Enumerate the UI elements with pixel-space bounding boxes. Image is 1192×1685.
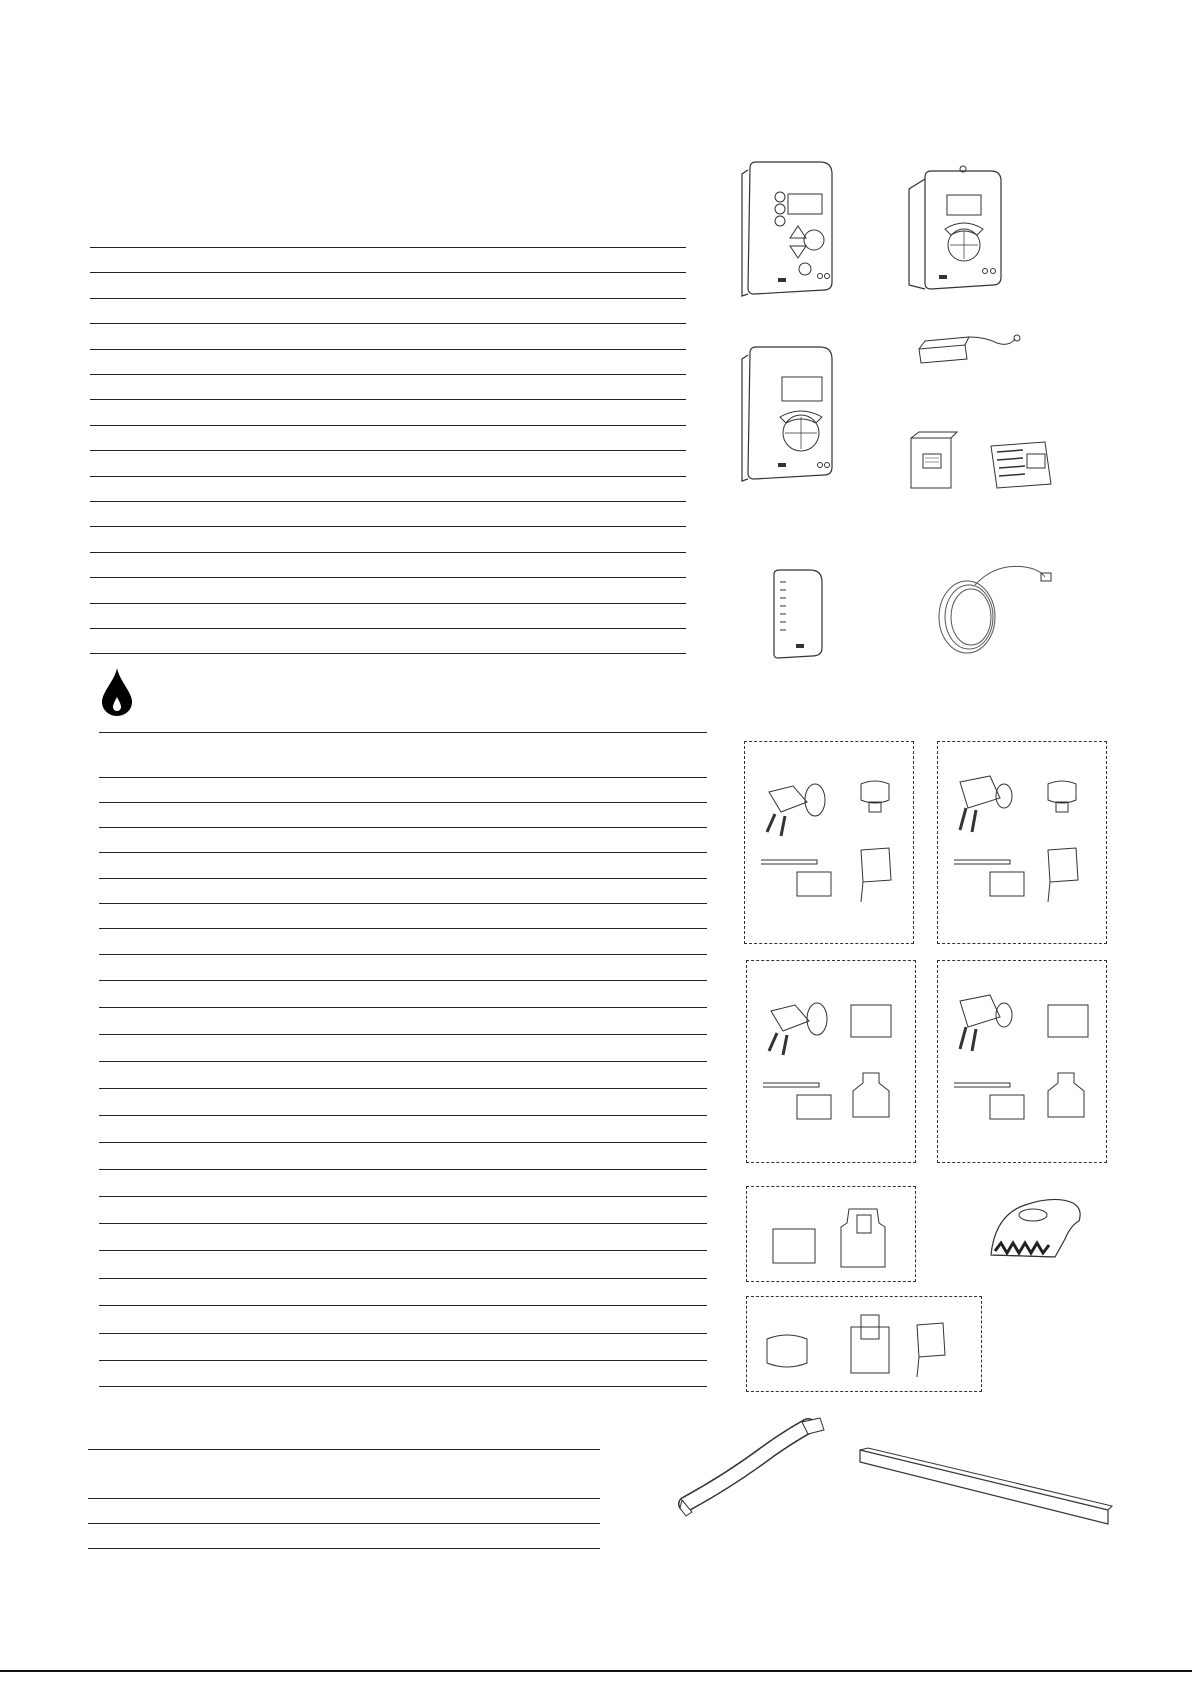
table-row-rule [99, 1305, 707, 1306]
table-row-rule [90, 323, 686, 324]
table-row-rule [99, 852, 707, 853]
table-row-rule [90, 247, 686, 248]
cable-coil [935, 555, 1055, 657]
valve-kit-4 [937, 960, 1107, 1163]
table-row-rule [90, 501, 686, 502]
flexible-hose [680, 1420, 840, 1518]
table-row-rule [99, 802, 707, 803]
table-row-rule [88, 1523, 600, 1524]
table-row-rule [90, 272, 686, 273]
table-row-rule [99, 1142, 707, 1143]
table-row-rule [90, 425, 686, 426]
rj-connector-pair [905, 432, 1075, 494]
table-row-rule [99, 1007, 707, 1008]
table-row-rule [99, 732, 707, 733]
controller-with-buttons [740, 160, 840, 300]
table-row-rule [90, 476, 686, 477]
table-row-rule [99, 1115, 707, 1116]
page-bottom-rule [0, 1670, 1192, 1672]
table-row-rule [99, 1034, 707, 1035]
water-drop-icon [102, 668, 132, 721]
table-row-rule [99, 1196, 707, 1197]
table-row-rule [90, 349, 686, 350]
table-row-rule [90, 298, 686, 299]
table-row-rule [99, 777, 707, 778]
table-row-rule [88, 1498, 600, 1499]
table-row-rule [90, 374, 686, 375]
controller-with-dial-wall-box [905, 165, 1015, 295]
table-row-rule [99, 1278, 707, 1279]
actuator-cap [985, 1195, 1085, 1267]
mounting-rail [858, 1448, 1112, 1530]
table-row-rule [99, 1333, 707, 1334]
temperature-sensor [915, 335, 1025, 375]
table-row-rule [99, 980, 707, 981]
sensor-housing [768, 568, 828, 660]
actuator-kit-wide [746, 1296, 982, 1392]
table-row-rule [99, 1250, 707, 1251]
valve-kit-1 [744, 741, 914, 944]
table-row-rule [99, 1360, 707, 1361]
table-row-rule [99, 1088, 707, 1089]
table-row-rule [99, 954, 707, 955]
table-row-rule [90, 552, 686, 553]
table-row-rule [90, 526, 686, 527]
table-row-rule [90, 603, 686, 604]
table-row-rule [99, 827, 707, 828]
table-row-rule [99, 903, 707, 904]
table-row-rule [90, 653, 686, 654]
table-row-rule [99, 1386, 707, 1387]
table-row-rule [90, 450, 686, 451]
table-row-rule [88, 1449, 600, 1450]
table-row-rule [99, 1223, 707, 1224]
table-row-rule [90, 399, 686, 400]
table-row-rule [99, 1169, 707, 1170]
table-row-rule [90, 628, 686, 629]
valve-kit-3 [746, 960, 916, 1163]
actuator-kit-small [746, 1186, 916, 1282]
table-row-rule [99, 928, 707, 929]
table-row-rule [99, 1061, 707, 1062]
controller-with-dial [740, 345, 840, 485]
table-row-rule [99, 878, 707, 879]
valve-kit-2 [937, 741, 1107, 944]
table-row-rule [90, 577, 686, 578]
table-row-rule [88, 1548, 600, 1549]
